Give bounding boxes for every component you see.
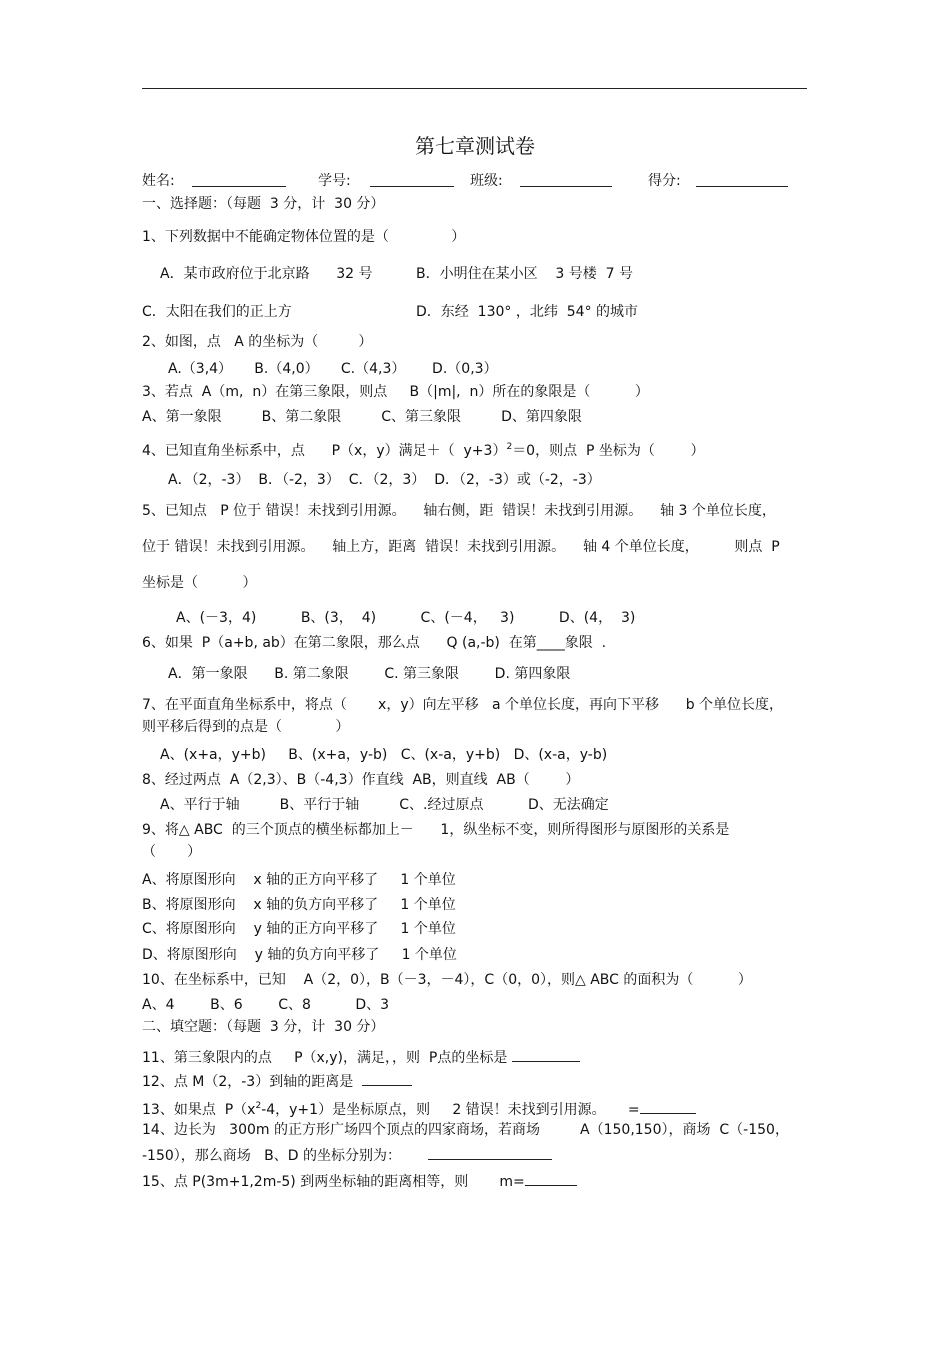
- number-field[interactable]: [370, 172, 454, 187]
- q12-answer-blank[interactable]: [362, 1071, 412, 1086]
- q13-exponent: 2: [255, 1101, 262, 1111]
- student-info-row: [0, 170, 950, 190]
- q14-line1: 14、边长为 300m 的正方形广场四个顶点的四家商场，若商场 A（150,150），商场 C（-150，: [142, 1122, 789, 1138]
- q4-options: A．（2，-3） B．（-2，3） C．（2，3） D．（2，-3）或（-2，-3）: [168, 472, 601, 488]
- score-label: 得分:: [648, 173, 681, 189]
- q4-stem-a: 4、已知直角坐标系中，点 P（x，y）满足＋（ y+3）: [142, 443, 507, 459]
- header-rule: [142, 88, 807, 89]
- q9-option-d: D、将原图形向 y 轴的负方向平移了 1 个单位: [142, 947, 457, 963]
- section-fill-heading: 二、填空题：（每题 3 分，计 30 分）: [142, 1019, 385, 1035]
- q11-stem: [142, 1047, 580, 1067]
- q11-text: 11、第三象限内的点 P（x,y)，满足，，则 P点的坐标是: [142, 1050, 508, 1066]
- q1-option-a: A．某市政府位于北京路 32 号: [160, 266, 373, 282]
- q13-answer-blank[interactable]: [640, 1099, 696, 1114]
- class-field[interactable]: [520, 172, 612, 187]
- q15-stem: [142, 1171, 577, 1191]
- section-choice-heading: 一、选择题：（每题 3 分，计 30 分）: [142, 196, 385, 212]
- q9-option-b: B、将原图形向 x 轴的负方向平移了 1 个单位: [142, 897, 456, 913]
- name-label: 姓名:: [142, 173, 175, 189]
- q7-line1: 7、在平面直角坐标系中，将点（ x，y）向左平移 a 个单位长度，再向下平移 b 个单位长度，: [142, 697, 784, 713]
- q1-option-c: C．太阳在我们的正上方: [142, 304, 292, 320]
- number-label: 学号:: [318, 173, 351, 189]
- q9-option-a: A、将原图形向 x 轴的正方向平移了 1 个单位: [142, 872, 456, 888]
- q14-answer-blank[interactable]: [428, 1145, 552, 1160]
- q15-answer-blank[interactable]: [525, 1171, 577, 1186]
- q13-stem: [142, 1097, 696, 1119]
- q2-stem: 2、如图，点 A 的坐标为（ ）: [142, 334, 373, 350]
- q8-stem: 8、经过两点 A（2,3）、B（-4,3）作直线 AB，则直线 AB（ ）: [142, 772, 580, 788]
- q7-line2: 则平移后得到的点是（ ）: [142, 719, 350, 735]
- class-label: 班级:: [470, 173, 503, 189]
- q5-line1: 5、已知点 P 位于 错误！未找到引用源。 轴右侧，距 错误！未找到引用源。 轴 3 个单位长度，: [142, 503, 776, 519]
- q10-options: A、4 B、6 C、8 D、3: [142, 997, 390, 1013]
- name-field[interactable]: [192, 172, 286, 187]
- q4-exponent: 2: [506, 442, 513, 452]
- page-title: 第七章测试卷: [415, 134, 535, 158]
- q7-options: A、(x+a，y+b) B、(x+a，y-b) C、(x-a，y+b) D、(x-a，y-b): [160, 747, 608, 763]
- score-field[interactable]: [696, 172, 788, 187]
- q9-line1: 9、将△ ABC 的三个顶点的横坐标都加上－ 1，纵坐标不变，则所得图形与原图形的关系是: [142, 822, 730, 838]
- q3-options: A、第一象限 B、第二象限 C、第三象限 D、第四象限: [142, 409, 582, 425]
- q13-text-a: 13、如果点 P（x: [142, 1102, 256, 1118]
- q12-text: 12、点 M（2，-3）到轴的距离是: [142, 1074, 354, 1090]
- q5-line2: 位于 错误！未找到引用源。 轴上方，距离 错误！未找到引用源。 轴 4 个单位长度， 则点 P: [142, 539, 780, 555]
- q8-options: A、平行于轴 B、平行于轴 C、.经过原点 D、无法确定: [160, 797, 609, 813]
- q5-options: A、(－3，4) B、(3， 4) C、(－4， 3) D、(4， 3): [176, 610, 636, 626]
- q14-text: -150），那么商场 B、D 的坐标分别为：: [142, 1148, 401, 1164]
- q1-option-d: D．东经 130° ，北纬 54° 的城市: [416, 304, 639, 320]
- q9-option-c: C、将原图形向 y 轴的正方向平移了 1 个单位: [142, 921, 456, 937]
- q1-option-b: B．小明住在某小区 3 号楼 7 号: [416, 266, 634, 282]
- q5-line3: 坐标是（ ）: [142, 575, 257, 591]
- q4-stem-b: ＝0，则点 P 坐标为（ ）: [512, 443, 705, 459]
- q6-options: A．第一象限 B. 第二象限 C. 第三象限 D. 第四象限: [168, 666, 571, 682]
- q13-text-b: -4，y+1）是坐标原点，则 2 错误！未找到引用源。 =: [261, 1102, 640, 1118]
- q10-stem: 10、在坐标系中，已知 A（2，0），B（－3，－4），C（0，0），则△ ABC 的面积为（ ）: [142, 972, 752, 988]
- q4-stem: [142, 438, 705, 460]
- q1-stem: 1、下列数据中不能确定物体位置的是（ ）: [142, 229, 466, 245]
- q15-text: 15、点 P(3m+1,2m-5) 到两坐标轴的距离相等，则 m=: [142, 1174, 525, 1190]
- q9-line2: （ ）: [142, 844, 202, 860]
- q14-line2: [142, 1145, 552, 1165]
- q6-stem: 6、如果 P（a+b, ab）在第二象限，那么点 Q (a,-b) 在第____象限 .: [142, 635, 607, 651]
- q2-options: A.（3,4） B.（4,0） C.（4,3） D.（0,3）: [168, 361, 498, 377]
- q3-stem: 3、若点 A（m, n）在第三象限，则点 B（|m|, n）所在的象限是（ ）: [142, 384, 649, 400]
- q11-answer-blank[interactable]: [512, 1047, 580, 1062]
- q12-stem: [142, 1071, 412, 1091]
